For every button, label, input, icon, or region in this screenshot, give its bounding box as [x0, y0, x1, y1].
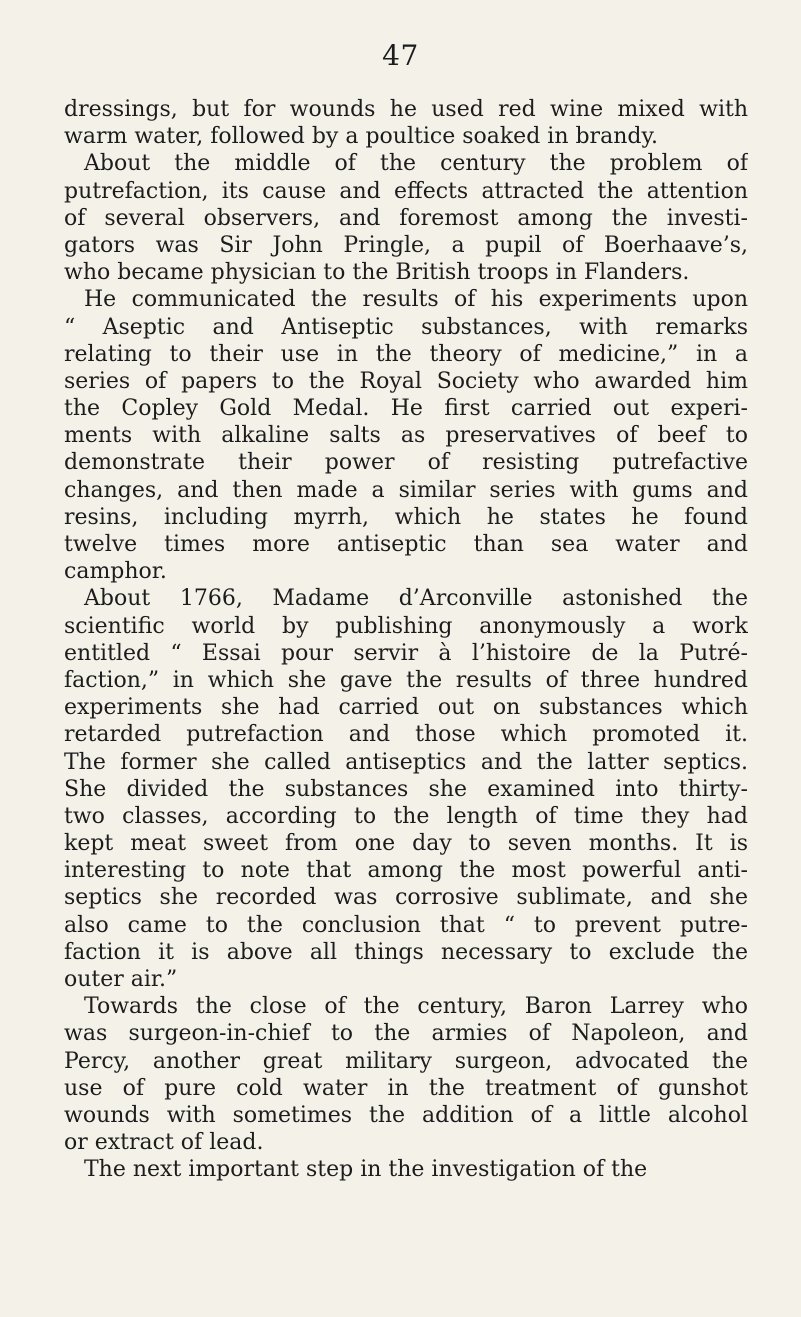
text-line: demonstrate their power of resisting putrefactive: [64, 450, 748, 476]
text-line: twelve times more antiseptic than sea water and: [64, 532, 748, 557]
text-line: putrefaction, its cause and effects attracted the attention: [64, 178, 748, 204]
text-line: also came to the conclusion that “ to prevent putre-: [64, 912, 748, 938]
page-number: 47: [382, 39, 419, 72]
text-line: dressings, but for wounds he used red wine mixed with: [64, 97, 748, 122]
text-line: She divided the substances she examined into thirty-: [64, 776, 748, 802]
text-line: The former she called antiseptics and the latter septics.: [64, 749, 748, 775]
text-line: was surgeon-in-chief to the armies of Napoleon, and: [64, 1021, 748, 1047]
body-text: [64, 96, 748, 1184]
text-line: kept meat sweet from one day to seven months. It is: [64, 831, 748, 857]
text-line: faction,” in which she gave the results of three hundred: [64, 667, 748, 693]
text-line: faction it is above all things necessary to exclude the: [64, 939, 748, 965]
text-line: use of pure cold water in the treatment of gunshot: [64, 1075, 748, 1101]
text-line: About the middle of the century the problem of: [84, 151, 748, 177]
text-line: relating to their use in the theory of medicine,” in a: [64, 341, 748, 367]
text-line: The next important step in the investigation of the: [84, 1157, 648, 1183]
text-line: retarded putrefaction and those which promoted it.: [64, 722, 748, 748]
text-line: experiments she had carried out on substances which: [64, 695, 748, 721]
text-line: He communicated the results of his experiments upon: [84, 287, 748, 313]
text-line: outer air.”: [64, 967, 178, 992]
text-line: or extract of lead.: [64, 1130, 264, 1156]
text-line: who became physician to the British troops in Flanders.: [64, 260, 690, 286]
text-line: warm water, followed by a poultice soaked in brandy.: [64, 124, 658, 150]
text-line: Towards the close of the century, Baron Larrey who: [84, 994, 748, 1020]
text-line: of several observers, and foremost among the investi-: [64, 205, 748, 231]
text-line: ments with alkaline salts as preservatives of beef to: [64, 423, 748, 449]
text-line: About 1766, Madame d’Arconville astonished the: [84, 586, 748, 612]
text-line: two classes, according to the length of time they had: [64, 803, 748, 829]
text-line: wounds with sometimes the addition of a little alcohol: [64, 1102, 748, 1128]
text-line: the Copley Gold Medal. He first carried out experi-: [64, 396, 748, 422]
text-line: scientific world by publishing anonymously a work: [64, 613, 748, 639]
text-line: “ Aseptic and Antiseptic substances, with remarks: [64, 314, 748, 340]
text-line: interesting to note that among the most powerful anti-: [64, 858, 748, 884]
text-line: series of papers to the Royal Society who awarded him: [64, 368, 748, 394]
text-line: gators was Sir John Pringle, a pupil of Boerhaave’s,: [64, 232, 748, 258]
text-line: Percy, another great military surgeon, advocated the: [64, 1048, 748, 1074]
text-line: entitled “ Essai pour servir à l’histoire de la Putré-: [64, 640, 748, 666]
text-line: septics she recorded was corrosive sublimate, and she: [64, 885, 748, 911]
text-line: resins, including myrrh, which he states he found: [64, 504, 748, 530]
text-line: changes, and then made a similar series with gums and: [64, 477, 748, 503]
text-line: camphor.: [64, 559, 167, 585]
